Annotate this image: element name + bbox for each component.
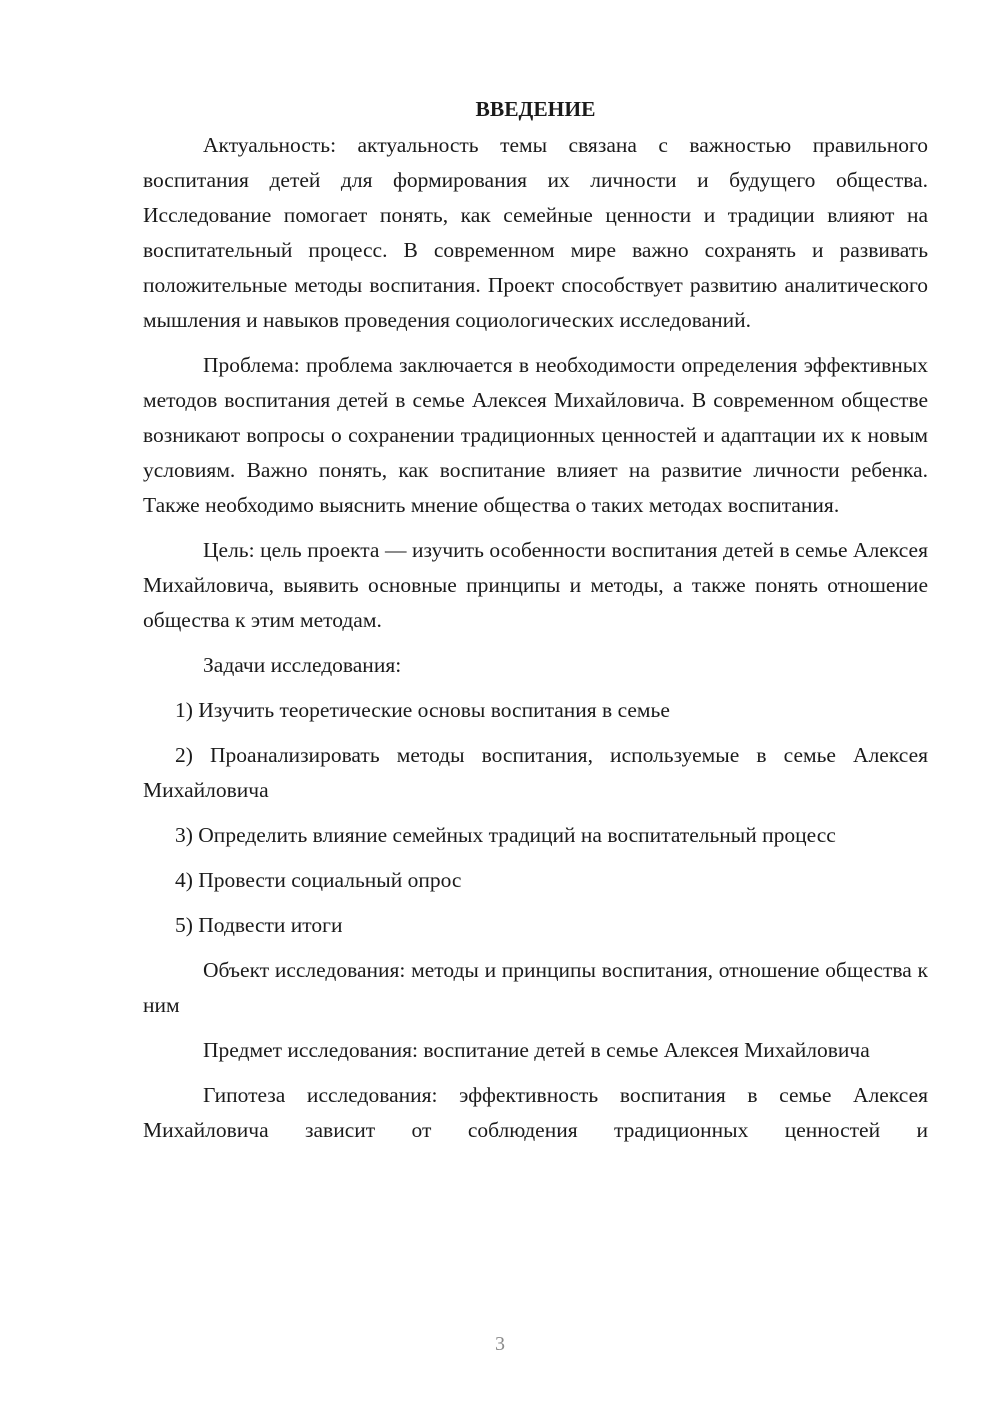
section-heading: ВВЕДЕНИЕ — [475, 97, 596, 121]
task-item-4: 4) Провести социальный опрос — [175, 868, 462, 892]
subject-paragraph: Предмет исследования: воспитание детей в семье Алексея Михайловича — [203, 1038, 870, 1062]
tasks-title: Задачи исследования: — [203, 653, 402, 677]
task-item-3: 3) Определить влияние семейных традиций на воспитательный процесс — [175, 823, 836, 847]
task-item-1: 1) Изучить теоретические основы воспитания в семье — [175, 698, 670, 722]
page-number: 3 — [495, 1333, 505, 1355]
document-page — [143, 92, 928, 1158]
goal-paragraph: Цель: цель проекта — изучить особенности воспитания детей в семье Алексея Михайловича, выявить основные принципы и методы, а также понять отношение общества к этим методам. — [143, 538, 928, 632]
problem-paragraph: Проблема: проблема заключается в необходимости определения эффективных методов воспитания детей в семье Алексея Михайловича. В современном обществе возникают вопросы о сохранении традиционных ценностей и адаптации их к новым условиям. Важно понять, как воспитание влияет на развитие личности ребенка. Также необходимо выяснить мнение общества о таких методах воспитания. — [143, 353, 928, 517]
hypothesis-paragraph: Гипотеза исследования: эффективность воспитания в семье Алексея Михайловича зависит от соблюдения традиционных ценностей и — [143, 1083, 928, 1142]
relevance-paragraph: Актуальность: актуальность темы связана с важностью правильного воспитания детей для формирования их личности и будущего общества. Исследование помогает понять, как семейные ценности и традиции влияют на воспитательный процесс. В современном мире важно сохранять и развивать положительные методы воспитания. Проект способствует развитию аналитического мышления и навыков проведения социологических исследований. — [143, 133, 928, 332]
object-paragraph: Объект исследования: методы и принципы воспитания, отношение общества к ним — [143, 958, 928, 1017]
task-item-5: 5) Подвести итоги — [175, 913, 343, 937]
task-item-2: 2) Проанализировать методы воспитания, используемые в семье Алексея Михайловича — [143, 743, 928, 802]
